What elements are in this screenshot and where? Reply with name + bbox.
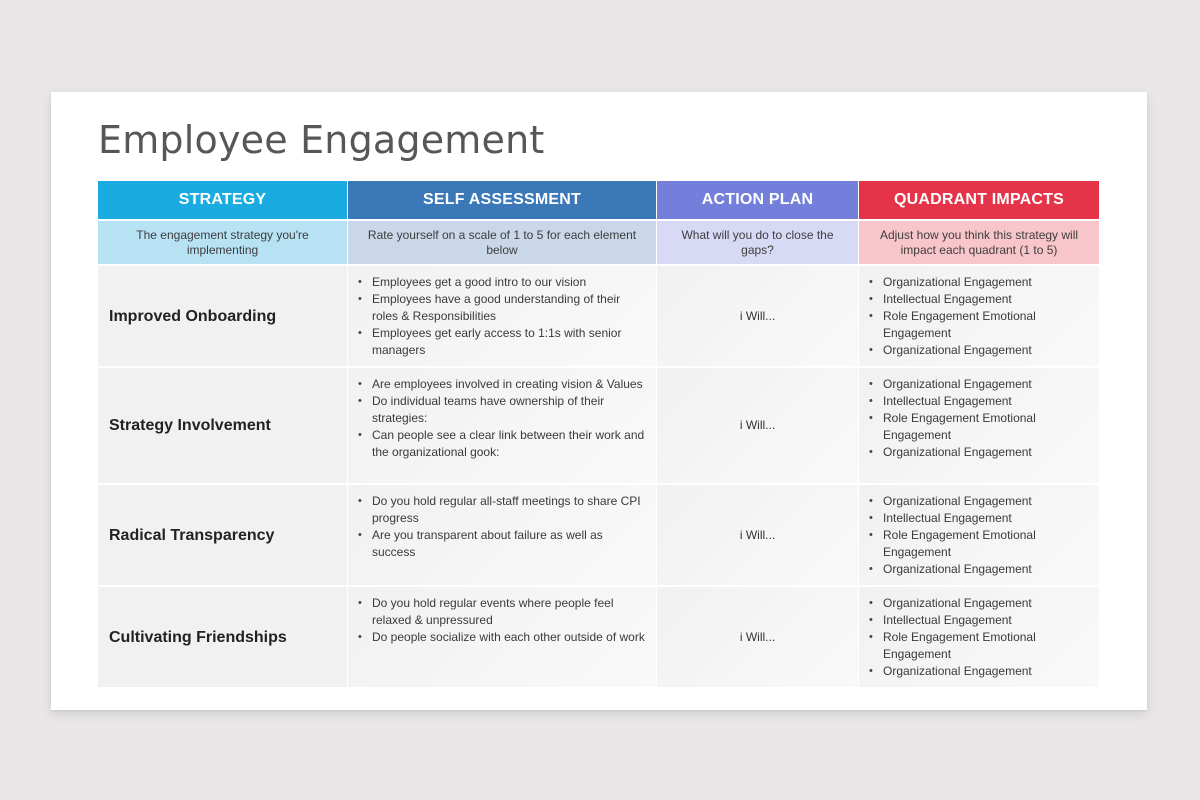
list-item: • Role Engagement Emotional Engagement	[883, 308, 1091, 342]
list-item: • Intellectual Engagement	[883, 510, 1091, 527]
list-item: • Intellectual Engagement	[883, 291, 1091, 308]
list-item: • Role Engagement Emotional Engagement	[883, 629, 1091, 663]
list-item: • Organizational Engagement	[883, 444, 1091, 461]
strategy-cell: Cultivating Friendships	[98, 587, 347, 687]
list-item: • Do people socialize with each other outside of work	[372, 629, 648, 646]
list-item: • Organizational Engagement	[883, 493, 1091, 510]
quadrant-impacts-cell	[859, 587, 1099, 687]
subheader-strategy: The engagement strategy you're implementing	[98, 221, 347, 264]
action-plan-cell[interactable]: i Will...	[657, 485, 858, 585]
action-plan-cell[interactable]: i Will...	[657, 368, 858, 483]
list-item: • Organizational Engagement	[883, 663, 1091, 680]
list-item: • Intellectual Engagement	[883, 393, 1091, 410]
list-item: • Role Engagement Emotional Engagement	[883, 527, 1091, 561]
header-self-assessment: SELF ASSESSMENT	[348, 181, 656, 219]
list-item: • Are you transparent about failure as well as success	[372, 527, 648, 561]
page-title: Employee Engagement	[98, 118, 545, 162]
list-item: • Employees get a good intro to our vision	[372, 274, 648, 291]
subheader-self-assessment: Rate yourself on a scale of 1 to 5 for each element below	[348, 221, 656, 264]
strategy-cell: Radical Transparency	[98, 485, 347, 585]
header-strategy: STRATEGY	[98, 181, 347, 219]
list-item: • Are employees involved in creating vision & Values	[372, 376, 648, 393]
list-item: • Do you hold regular all-staff meetings to share CPI progress	[372, 493, 648, 527]
self-assessment-cell	[348, 368, 656, 483]
list-item: • Employees have a good understanding of their roles & Responsibilities	[372, 291, 648, 325]
list-item: • Organizational Engagement	[883, 595, 1091, 612]
list-item: • Organizational Engagement	[883, 376, 1091, 393]
action-plan-cell[interactable]: i Will...	[657, 266, 858, 366]
quadrant-impacts-cell	[859, 368, 1099, 483]
self-assessment-cell	[348, 587, 656, 687]
list-item: • Organizational Engagement	[883, 342, 1091, 359]
slide	[51, 92, 1147, 710]
list-item: • Role Engagement Emotional Engagement	[883, 410, 1091, 444]
list-item: • Organizational Engagement	[883, 274, 1091, 291]
list-item: • Organizational Engagement	[883, 561, 1091, 578]
subheader-quadrant-impacts: Adjust how you think this strategy will impact each quadrant (1 to 5)	[859, 221, 1099, 264]
self-assessment-cell	[348, 266, 656, 366]
strategy-cell: Improved Onboarding	[98, 266, 347, 366]
list-item: • Can people see a clear link between their work and the organizational gook:	[372, 427, 648, 461]
engagement-table	[98, 181, 1100, 687]
header-action-plan: ACTION PLAN	[657, 181, 858, 219]
list-item: • Intellectual Engagement	[883, 612, 1091, 629]
action-plan-cell[interactable]: i Will...	[657, 587, 858, 687]
header-quadrant-impacts: QUADRANT IMPACTS	[859, 181, 1099, 219]
list-item: • Employees get early access to 1:1s with senior managers	[372, 325, 648, 359]
strategy-cell: Strategy Involvement	[98, 368, 347, 483]
subheader-action-plan: What will you do to close the gaps?	[657, 221, 858, 264]
quadrant-impacts-cell	[859, 485, 1099, 585]
list-item: • Do you hold regular events where people feel relaxed & unpressured	[372, 595, 648, 629]
self-assessment-cell	[348, 485, 656, 585]
list-item: • Do individual teams have ownership of their strategies:	[372, 393, 648, 427]
quadrant-impacts-cell	[859, 266, 1099, 366]
